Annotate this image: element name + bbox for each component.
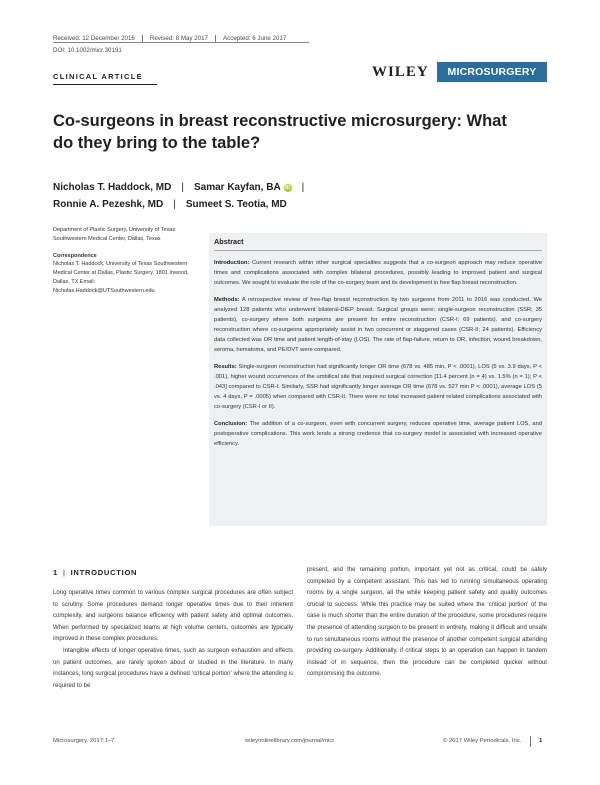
abstract-text: A retrospective review of free-flap breast reconstruction by two surgeons from 2011 to 2016 was conducted. We analyzed 128 patients who underwent bilateral-DIEP breast. Surgical groups were: single-surgeon reconstruction (SSR; 35 patients), co-surgery where both surgeons are present for entire reconstruction (CSR-I; 69 patients), and co-surgery reconstruction where co-surgeons appropriately assist in two concurrent or staggered cases (CSR-II; 24 patients). Efficiency data collected was OR time and patient length-of-stay (LOS). The rate of flap-failure, return to OR, infection, wound breakdown, seroma, hematoma, and PE/DVT were compared.: [214, 297, 542, 353]
abstract-text: Single-surgeon reconstruction had significantly longer OR time (678 vs. 485 min, P < .0001), LOS (5 vs. 3.9 days, P < .001), higher wound occurrences of the umbilical site that required surgical correction [11.4 percent (n = 4) vs. 1.5% (n = 1); P < .043] compared to CSR-I. Similarly, SSR had significantly longer average OR time (678 vs. 527 min P < .0001), average LOS (5 vs. 4 days, P = .0005) when compared with CSR-II. There were no total increased patient related complications associated with co-surgery (CSR-I or II).: [214, 364, 542, 410]
abstract-box: [209, 233, 547, 526]
abstract-label: Results:: [214, 364, 237, 370]
article-type: CLINICAL ARTICLE: [53, 72, 143, 81]
abstract-text: The addition of a co-surgeon, even with concurrent surgery, reduces operative time, average patient LOS, and postoperative complications. This work lends a strong credence that co-surgery model is associated with increased operative efficiency.: [214, 421, 543, 447]
correspondence-label: Correspondence: [53, 252, 97, 259]
affiliation: Department of Plastic Surgery, University of Texas Southwestern Medical Center, Dallas, Texas: [53, 227, 176, 242]
orcid-icon[interactable]: iD: [285, 184, 291, 191]
revised-date: Revised: 8 May 2017: [150, 35, 216, 42]
abstract-methods: [214, 295, 542, 355]
author-separator: |: [301, 182, 305, 193]
article-type-rule: [53, 84, 157, 85]
affiliation-block: [53, 226, 198, 296]
abstract-label: Conclusion:: [214, 421, 248, 427]
abstract-label: Methods:: [214, 297, 240, 303]
history-dates: [53, 35, 300, 42]
abstract-text: Current research within other surgical specialties suggests that a co-surgeon approach may reduce operative times and complications associated with complex bilateral procedures, possibly leading to improved patient and surgical outcomes. We sought to evaluate the role of the co-surgery team and its development in free flap breast reconstruction.: [214, 260, 542, 286]
abstract-heading: Abstract: [214, 237, 542, 251]
author-separator: |: [173, 199, 176, 210]
publisher-logo: WILEY: [372, 64, 429, 80]
accepted-date: Accepted: 6 June 2017: [223, 35, 287, 42]
abstract-conclusion: [214, 419, 542, 449]
abstract-introduction: [214, 258, 542, 288]
body-paragraph: present, and the remaining portion, important yet not as critical, could be safely completed by a competent assistant. This has led to running simultaneous operating rooms by a single surgeon, all the while keeping patient safety and quality outcomes crucial to success. While this practice may be suited where the ‘critical portion’ of the case is much shorter than the entire duration of the procedure, some procedures require the presence of attending surgeon to be present in entirety, making it difficult and unsafe to run simultaneous rooms without the presence of another competent surgical attending providing co-surgery. Additionally, if critical steps to an operation can happen in tandem instead of in sequence, then the procedure can be completed quicker without compromising the outcome.: [307, 567, 547, 678]
page-number: 1: [530, 736, 542, 747]
body-paragraph: Intangible effects of longer operative times, such as surgeon exhaustion and effects on patient outcomes, are rarely spoken about or studied in the literature. In many instances, long surgical procedures have a defined ‘critical portion’ where the attending is required to be: [53, 647, 293, 689]
author-name[interactable]: Nicholas T. Haddock, MD: [53, 182, 172, 193]
body-column-left: [53, 588, 293, 692]
author-name[interactable]: Ronnie A. Pezeshk, MD: [53, 199, 164, 210]
footer-url[interactable]: wileyonlinelibrary.com/journal/micr: [245, 738, 335, 744]
abstract-results: [214, 362, 542, 412]
received-date: Received: 12 December 2016: [53, 35, 143, 42]
section-title: INTRODUCTION: [70, 568, 138, 577]
footer-copyright: © 2017 Wiley Periodicals, Inc.: [443, 738, 522, 744]
footer-citation: Microsurgery. 2017;1–7.: [53, 738, 117, 744]
body-paragraph: Long operative times common to various complex surgical procedures are often subject to scrutiny. Some procedures demand longer operative times due to their inherent complexity, and surgeons balance efficiency with patient safety and optimal outcomes. When performed by specialized teams at high volume centers, outcomes are typically improved in these complex procedures.: [53, 590, 293, 643]
section-heading: 1 | INTRODUCTION: [53, 568, 138, 577]
section-number: 1: [53, 568, 58, 577]
author-separator: |: [181, 182, 184, 193]
correspondence: Nicholas T. Haddock, University of Texas Southwestern Medical Center at Dallas, Plastic Surgery, 1801 Inwood, Dallas, TX Email: Nicholas.Haddock@UTSouthwestern.edu: [53, 261, 189, 294]
author-name[interactable]: Samar Kayfan, BA: [193, 182, 281, 193]
abstract-label: Introduction:: [214, 260, 250, 266]
doi[interactable]: DOI: 10.1002/micr.30191: [53, 47, 122, 54]
author-list: [53, 179, 314, 213]
article-title: Co-surgeons in breast reconstructive microsurgery: What do they bring to the table?: [53, 112, 507, 152]
header-rule: [53, 42, 309, 43]
journal-logo: MICROSURGERY: [437, 62, 547, 82]
body-column-right: [307, 565, 547, 681]
author-name[interactable]: Sumeet S. Teotia, MD: [185, 199, 287, 210]
